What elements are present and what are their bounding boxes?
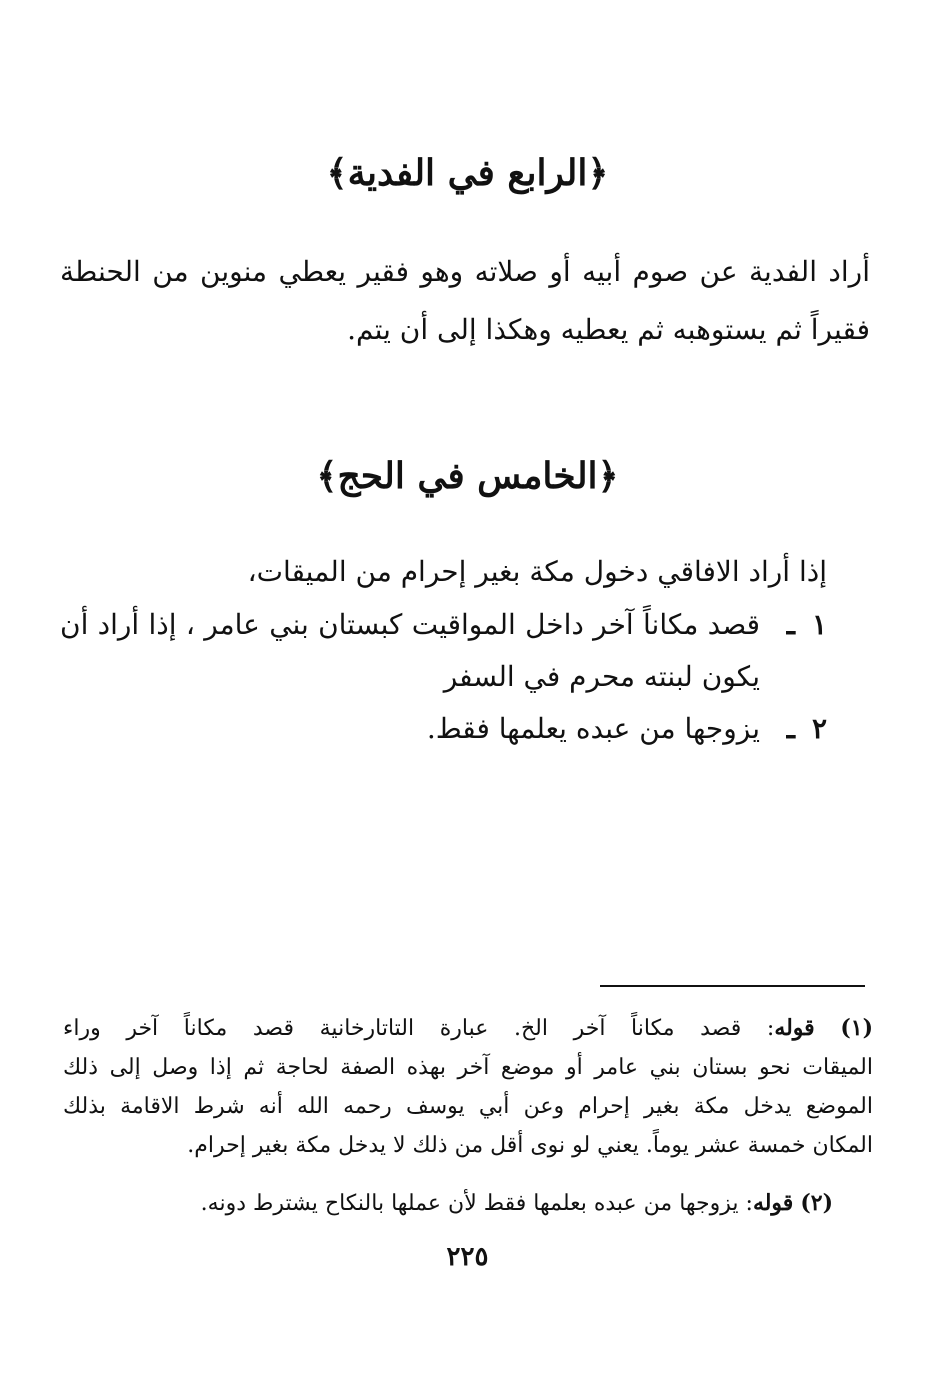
footnote-1 — [63, 1015, 873, 1172]
footnote-separator — [600, 985, 865, 987]
list-item-number: ١ — [811, 608, 827, 641]
footnote-text: : قصد مكاناً آخر الخ. عبارة التاتارخانية قصد مكاناً آخر وراء — [63, 1016, 775, 1041]
footnote-keyword: قوله — [752, 1190, 794, 1216]
list-item-dash: ـ — [786, 608, 795, 641]
footnote-1-line-3: الموضع يدخل مكة بغير إحرام وعن أبي يوسف رحمه الله أنه شرط الاقامة بذلك — [63, 1094, 873, 1119]
list-item-line-1: قصد مكاناً آخر داخل المواقيت كبستان بني عامر ، إذا أراد أن — [60, 608, 760, 641]
footnote-marker: (٢) — [800, 1190, 833, 1216]
fidya-line-2: فقيراً ثم يستوهبه ثم يعطيه وهكذا إلى أن يتم. — [347, 313, 870, 346]
hajj-intro: إذا أراد الافاقي دخول مكة بغير إحرام من الميقات، — [247, 555, 827, 588]
footnote-text: : يزوجها من عبده بعلمها فقط لأن عملها بالنكاح يشترط دونه. — [200, 1191, 753, 1216]
footnote-1-line-1 — [63, 1015, 873, 1055]
section-heading-fidya: ﴿الرابع في الفدية﴾ — [326, 152, 609, 194]
section-heading-hajj: ﴿الخامس في الحج﴾ — [316, 455, 619, 497]
fidya-line-1: أراد الفدية عن صوم أبيه أو صلاته وهو فقير يعطي منوين من الحنطة — [60, 255, 870, 288]
hajj-list-item-1 — [60, 608, 870, 718]
list-item-line-1: يزوجها من عبده يعلمها فقط. — [426, 712, 760, 745]
fidya-paragraph — [60, 255, 870, 375]
page-number: ٢٢٥ — [446, 1242, 489, 1272]
list-item-line-2: يكون لبنته محرم في السفر — [443, 660, 760, 693]
footnote-keyword: قوله — [774, 1015, 815, 1041]
list-item-number: ٢ — [811, 712, 827, 745]
footnote-1-line-2: الميقات نحو بستان بني عامر أو موضع آخر بهذه الصفة لحاجة ثم إذا وصل إلى ذلك — [63, 1055, 873, 1080]
footnote-2 — [201, 1190, 833, 1216]
list-item-dash: ـ — [786, 712, 795, 745]
footnote-marker: (١) — [840, 1015, 873, 1041]
footnote-1-line-4: المكان خمسة عشر يوماً. يعني لو نوى أقل من ذلك لا يدخل مكة بغير إحرام. — [187, 1133, 873, 1158]
hajj-list-item-2 — [60, 712, 870, 762]
